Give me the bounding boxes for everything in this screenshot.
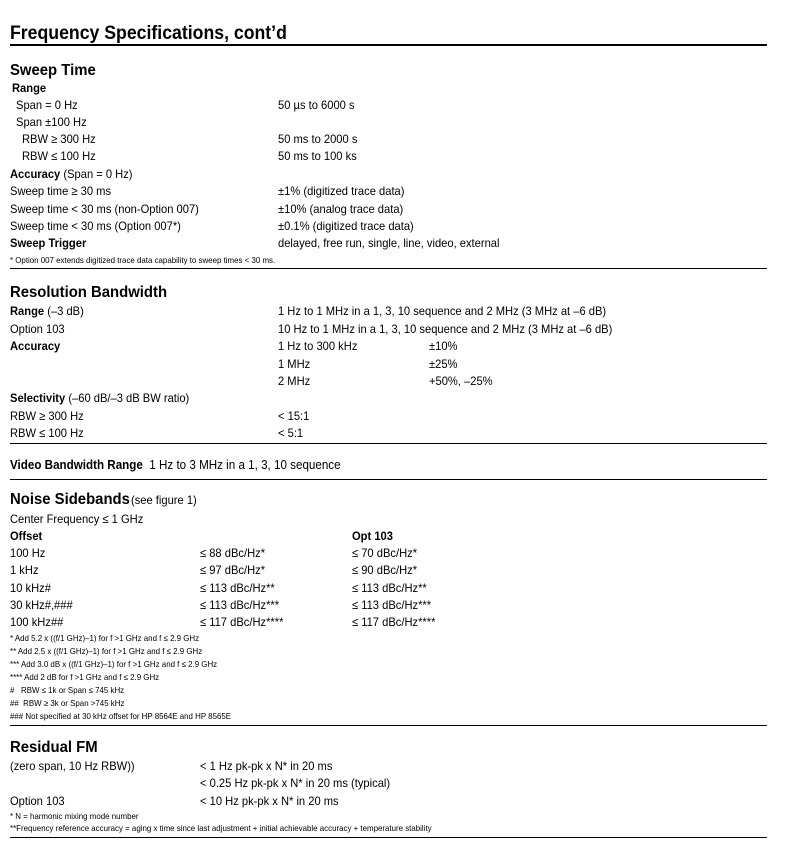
noise-footnote: ## RBW ≥ 3k or Span >745 kHz: [10, 698, 125, 708]
noise-offset: 100 kHz##: [10, 615, 64, 629]
residual-fm-row-value: < 10 Hz pk-pk x N* in 20 ms: [200, 794, 339, 808]
noise-offset: 1 kHz: [10, 563, 39, 577]
rbw-accuracy-label: Accuracy: [10, 339, 61, 353]
residual-fm-row-label: (zero span, 10 Hz RBW)): [10, 759, 135, 773]
sweep-range-row-label: Span ±100 Hz: [16, 115, 87, 129]
sweep-accuracy-row-value: ±10% (analog trace data): [278, 202, 404, 216]
noise-col-opt: Opt 103: [352, 529, 393, 543]
section-rule: [10, 725, 767, 726]
noise-std: ≤ 97 dBc/Hz*: [200, 563, 266, 577]
noise-heading-note: (see figure 1): [130, 493, 197, 507]
rbw-accuracy-value: ±25%: [429, 357, 458, 371]
rbw-option-label: Option 103: [10, 322, 65, 336]
rbw-option-value: 10 Hz to 1 MHz in a 1, 3, 10 sequence and 2 MHz (3 MHz at –6 dB): [278, 322, 613, 336]
section-rule: [10, 479, 767, 480]
sweep-accuracy-row-value: ±1% (digitized trace data): [278, 184, 405, 198]
noise-footnote: ** Add 2.5 x ((f/1 GHz)–1) for f >1 GHz and f ≤ 2.9 GHz: [10, 646, 203, 656]
sweep-accuracy-row-value: ±0.1% (digitized trace data): [278, 219, 414, 233]
noise-std: ≤ 88 dBc/Hz*: [200, 546, 266, 560]
sweep-accuracy-row-label: Sweep time < 30 ms (Option 007*): [10, 219, 181, 233]
noise-std: ≤ 117 dBc/Hz****: [200, 615, 284, 629]
rbw-range-value: 1 Hz to 1 MHz in a 1, 3, 10 sequence and 2 MHz (3 MHz at –6 dB): [278, 304, 607, 318]
residual-fm-row-label: Option 103: [10, 794, 65, 808]
noise-footnote: # RBW ≤ 1k or Span ≤ 745 kHz: [10, 685, 125, 695]
sweep-range-row-label: Span = 0 Hz: [16, 98, 78, 112]
rbw-selectivity-row-value: < 5:1: [278, 426, 304, 440]
title-rule: [10, 44, 767, 46]
sweep-range-label: Range: [12, 81, 47, 95]
noise-col-offset: Offset: [10, 529, 43, 543]
rbw-heading: Resolution Bandwidth: [10, 284, 168, 301]
residual-fm-footnote: * N = harmonic mixing mode number: [10, 811, 139, 821]
sweep-accuracy-row-label: Sweep time < 30 ms (non-Option 007): [10, 202, 199, 216]
noise-std: ≤ 113 dBc/Hz**: [200, 581, 275, 595]
noise-opt: ≤ 113 dBc/Hz**: [352, 581, 427, 595]
section-rule: [10, 443, 767, 444]
bottom-rule: [10, 837, 767, 838]
rbw-accuracy-bw: 1 Hz to 300 kHz: [278, 339, 358, 353]
sweep-range-row-label: RBW ≥ 300 Hz: [22, 132, 96, 146]
noise-offset: 30 kHz#,###: [10, 598, 73, 612]
sweep-footnote: * Option 007 extends digitized trace data capability to sweep times < 30 ms.: [10, 255, 276, 265]
residual-fm-footnote: **Frequency reference accuracy = aging x time since last adjustment + initial achievable accuracy + temperature stability: [10, 823, 432, 833]
rbw-selectivity-label: Selectivity (–60 dB/–3 dB BW ratio): [10, 391, 190, 405]
residual-fm-heading: Residual FM: [10, 739, 98, 756]
rbw-selectivity-row-label: RBW ≥ 300 Hz: [10, 409, 84, 423]
residual-fm-row-value: < 1 Hz pk-pk x N* in 20 ms: [200, 759, 333, 773]
sweep-range-row-value: 50 ms to 2000 s: [278, 132, 358, 146]
sweep-trigger-label: Sweep Trigger: [10, 236, 87, 250]
rbw-accuracy-bw: 2 MHz: [278, 374, 311, 388]
rbw-accuracy-value: ±10%: [429, 339, 458, 353]
sweep-accuracy-label: Accuracy (Span = 0 Hz): [10, 167, 133, 181]
noise-std: ≤ 113 dBc/Hz***: [200, 598, 280, 612]
sweep-accuracy-row-label: Sweep time ≥ 30 ms: [10, 184, 112, 198]
noise-footnote: **** Add 2 dB for f >1 GHz and f ≤ 2.9 GHz: [10, 672, 160, 682]
noise-opt: ≤ 117 dBc/Hz****: [352, 615, 436, 629]
sweep-time-heading: Sweep Time: [10, 62, 96, 79]
noise-opt: ≤ 70 dBc/Hz*: [352, 546, 418, 560]
sweep-trigger-value: delayed, free run, single, line, video, external: [278, 236, 500, 250]
noise-heading-line: [10, 491, 202, 509]
rbw-selectivity-row-label: RBW ≤ 100 Hz: [10, 426, 84, 440]
vbw-heading: Video Bandwidth Range: [10, 458, 143, 472]
sweep-range-row-value: 50 ms to 100 ks: [278, 149, 357, 163]
noise-offset: 100 Hz: [10, 546, 46, 560]
rbw-accuracy-bw: 1 MHz: [278, 357, 311, 371]
noise-opt: ≤ 90 dBc/Hz*: [352, 563, 418, 577]
noise-opt: ≤ 113 dBc/Hz***: [352, 598, 432, 612]
noise-footnote: * Add 5.2 x ((f/1 GHz)–1) for f >1 GHz and f ≤ 2.9 GHz: [10, 633, 200, 643]
section-rule: [10, 268, 767, 269]
noise-heading: Noise Sidebands: [10, 491, 130, 508]
sweep-range-row-value: 50 µs to 6000 s: [278, 98, 355, 112]
sweep-range-row-label: RBW ≤ 100 Hz: [22, 149, 96, 163]
rbw-range-label: Range (–3 dB): [10, 304, 84, 318]
vbw-value: 1 Hz to 3 MHz in a 1, 3, 10 sequence: [149, 458, 341, 472]
page-title: Frequency Specifications, cont’d: [10, 23, 287, 44]
rbw-selectivity-row-value: < 15:1: [278, 409, 310, 423]
residual-fm-row-value: < 0.25 Hz pk-pk x N* in 20 ms (typical): [200, 776, 391, 790]
noise-offset: 10 kHz#: [10, 581, 51, 595]
vbw-line: [10, 458, 341, 472]
noise-footnote: *** Add 3.0 dB x ((f/1 GHz)–1) for f >1 GHz and f ≤ 2.9 GHz: [10, 659, 218, 669]
rbw-accuracy-value: +50%, –25%: [429, 374, 493, 388]
noise-footnote: ### Not specified at 30 kHz offset for HP 8564E and HP 8565E: [10, 711, 232, 721]
noise-center-frequency: Center Frequency ≤ 1 GHz: [10, 512, 144, 526]
